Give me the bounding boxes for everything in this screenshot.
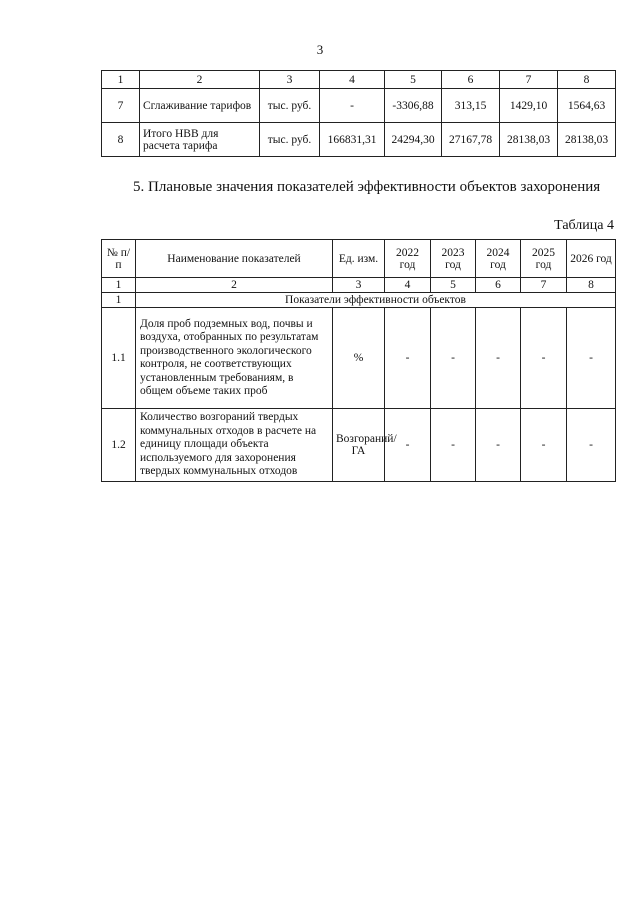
row-value: 28138,03 [500, 123, 558, 157]
row-value: - [385, 409, 431, 482]
row-unit: тыс. руб. [260, 123, 320, 157]
row-name: Сглаживание тарифов [140, 89, 260, 123]
header-cell: 7 [500, 71, 558, 89]
header-cell: 8 [558, 71, 616, 89]
column-number: 4 [385, 278, 431, 293]
header-year: 2026 год [567, 240, 616, 278]
header-cell: 1 [102, 71, 140, 89]
column-number: 1 [102, 278, 136, 293]
group-number: 1 [102, 293, 136, 308]
header-name: Наименование показателей [136, 240, 333, 278]
row-value: - [431, 308, 476, 409]
row-value: 24294,30 [385, 123, 442, 157]
column-number: 2 [136, 278, 333, 293]
group-row [102, 293, 616, 308]
row-name: Количество возгораний твердых коммунальных отходов в расчете на единицу площади объекта используемого для захоронения твердых коммунальных отходов [136, 409, 333, 482]
row-value: - [521, 308, 567, 409]
row-number: 8 [102, 123, 140, 157]
header-cell: 5 [385, 71, 442, 89]
table-caption: Таблица 4 [554, 218, 614, 233]
row-value: -3306,88 [385, 89, 442, 123]
header-unit: Ед. изм. [333, 240, 385, 278]
row-value: - [431, 409, 476, 482]
column-number-row [102, 278, 616, 293]
group-title: Показатели эффективности объектов [136, 293, 616, 308]
table-row [102, 409, 616, 482]
row-number: 1.2 [102, 409, 136, 482]
table-row [102, 89, 616, 123]
header-cell: 2 [140, 71, 260, 89]
header-year: 2025 год [521, 240, 567, 278]
table-header-row [102, 240, 616, 278]
column-number: 5 [431, 278, 476, 293]
header-cell: 6 [442, 71, 500, 89]
row-name: Доля проб подземных вод, почвы и воздуха, отобранных по результатам производственного экологического контроля, не соответствующих установленным требованиям, в общем объеме таких проб [136, 308, 333, 409]
column-number: 3 [333, 278, 385, 293]
header-num: № п/п [102, 240, 136, 278]
header-year: 2022 год [385, 240, 431, 278]
row-unit: % [333, 308, 385, 409]
table-header-row [102, 71, 616, 89]
row-unit: тыс. руб. [260, 89, 320, 123]
column-number: 8 [567, 278, 616, 293]
row-value: - [476, 409, 521, 482]
table-row [102, 123, 616, 157]
row-number: 7 [102, 89, 140, 123]
table-row [102, 308, 616, 409]
row-value: 166831,31 [320, 123, 385, 157]
row-unit: Возгораний/ГА [333, 409, 385, 482]
row-value: 28138,03 [558, 123, 616, 157]
row-value: - [320, 89, 385, 123]
row-value: 313,15 [442, 89, 500, 123]
row-value: - [385, 308, 431, 409]
row-value: - [567, 409, 616, 482]
row-name: Итого НВВ для расчета тарифа [140, 123, 260, 157]
header-cell: 3 [260, 71, 320, 89]
column-number: 6 [476, 278, 521, 293]
section-heading: 5. Плановые значения показателей эффективности объектов захоронения [133, 179, 601, 195]
column-number: 7 [521, 278, 567, 293]
header-cell: 4 [320, 71, 385, 89]
row-value: 1564,63 [558, 89, 616, 123]
header-year: 2024 год [476, 240, 521, 278]
row-value: - [476, 308, 521, 409]
row-value: - [521, 409, 567, 482]
row-value: 27167,78 [442, 123, 500, 157]
row-value: 1429,10 [500, 89, 558, 123]
efficiency-table [101, 239, 616, 482]
header-year: 2023 год [431, 240, 476, 278]
row-number: 1.1 [102, 308, 136, 409]
row-value: - [567, 308, 616, 409]
tariff-table [101, 70, 616, 157]
page-number: 3 [316, 42, 324, 57]
